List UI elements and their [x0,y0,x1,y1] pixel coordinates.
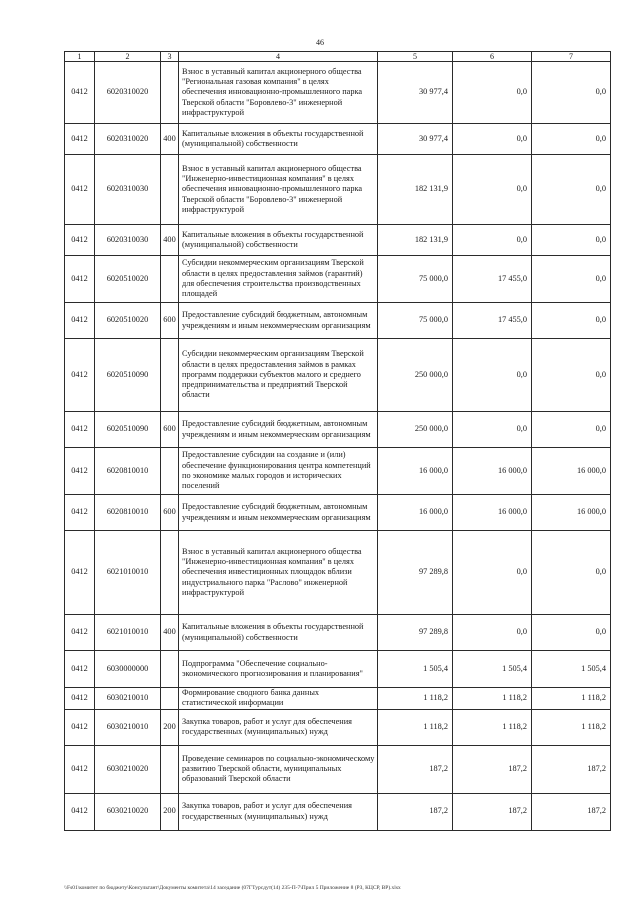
section-code-cell: 0412 [65,448,95,495]
amount-year-1-cell: 187,2 [378,793,453,830]
expense-type-cell: 600 [161,412,179,448]
section-code-cell: 0412 [65,793,95,830]
amount-year-1-cell: 182 131,9 [378,155,453,225]
header-cell: 2 [95,52,161,62]
amount-year-3-cell: 0,0 [532,303,611,339]
description-cell: Предоставление субсидий бюджетным, автономным учреждениям и иным некоммерческим организациям [179,303,378,339]
amount-year-1-cell: 97 289,8 [378,531,453,615]
table-row [65,225,611,256]
amount-year-2-cell: 1 505,4 [453,651,532,688]
amount-year-2-cell: 0,0 [453,412,532,448]
amount-year-2-cell: 187,2 [453,793,532,830]
amount-year-2-cell: 0,0 [453,225,532,256]
target-article-cell: 6030000000 [95,651,161,688]
amount-year-1-cell: 1 505,4 [378,651,453,688]
amount-year-3-cell: 0,0 [532,124,611,155]
header-cell: 3 [161,52,179,62]
expense-type-cell: 200 [161,793,179,830]
table-row [65,495,611,531]
target-article-cell: 6020810010 [95,495,161,531]
amount-year-3-cell: 1 118,2 [532,688,611,710]
target-article-cell: 6020510090 [95,339,161,412]
table-row [65,709,611,745]
amount-year-3-cell: 0,0 [532,412,611,448]
section-code-cell: 0412 [65,709,95,745]
amount-year-2-cell: 16 000,0 [453,495,532,531]
amount-year-2-cell: 1 118,2 [453,709,532,745]
expense-type-cell: 400 [161,124,179,155]
section-code-cell: 0412 [65,256,95,303]
amount-year-2-cell: 1 118,2 [453,688,532,710]
description-cell: Проведение семинаров по социально-экономическому развитию Тверской области, муниципальных образований Тверской области [179,745,378,793]
description-cell: Предоставление субсидий бюджетным, автономным учреждениям и иным некоммерческим организациям [179,412,378,448]
amount-year-1-cell: 182 131,9 [378,225,453,256]
expense-type-cell: 200 [161,709,179,745]
amount-year-3-cell: 0,0 [532,531,611,615]
table-row [65,62,611,124]
target-article-cell: 6020310030 [95,225,161,256]
expense-type-cell: 600 [161,303,179,339]
page-number: 46 [316,38,324,47]
section-code-cell: 0412 [65,124,95,155]
amount-year-1-cell: 250 000,0 [378,339,453,412]
section-code-cell: 0412 [65,615,95,651]
budget-table [64,51,611,831]
target-article-cell: 6020810010 [95,448,161,495]
amount-year-3-cell: 1 505,4 [532,651,611,688]
amount-year-3-cell: 16 000,0 [532,448,611,495]
section-code-cell: 0412 [65,62,95,124]
expense-type-cell: 400 [161,615,179,651]
table-row [65,124,611,155]
header-cell: 5 [378,52,453,62]
amount-year-2-cell: 0,0 [453,155,532,225]
expense-type-cell: 600 [161,495,179,531]
amount-year-2-cell: 16 000,0 [453,448,532,495]
section-code-cell: 0412 [65,688,95,710]
target-article-cell: 6020510020 [95,303,161,339]
table-row [65,256,611,303]
description-cell: Взнос в уставный капитал акционерного общества "Инженерно-инвестиционная компания" в целях обеспечения инвестиционных площадок вблизи индустриального парка "Раслово" инженерной инфраструктурой [179,531,378,615]
description-cell: Взнос в уставный капитал акционерного общества "Региональная газовая компания" в целях обеспечения инновационно-промышленного парка Тверской области "Боровлево-3" инженерной инфраструктурой [179,62,378,124]
target-article-cell: 6021010010 [95,615,161,651]
amount-year-3-cell: 0,0 [532,225,611,256]
amount-year-2-cell: 0,0 [453,339,532,412]
target-article-cell: 6020310020 [95,62,161,124]
table-row [65,531,611,615]
header-cell: 1 [65,52,95,62]
amount-year-1-cell: 1 118,2 [378,709,453,745]
description-cell: Капитальные вложения в объекты государственной (муниципальной) собственности [179,615,378,651]
description-cell: Подпрограмма "Обеспечение социально-экономического прогнозирования и планирования" [179,651,378,688]
amount-year-1-cell: 187,2 [378,745,453,793]
target-article-cell: 6030210020 [95,745,161,793]
table-header-row [65,52,611,62]
table-row [65,412,611,448]
description-cell: Формирование сводного банка данных статистической информации [179,688,378,710]
amount-year-1-cell: 250 000,0 [378,412,453,448]
expense-type-cell [161,531,179,615]
description-cell: Предоставление субсидии на создание и (или) обеспечение функционирования центра компетенций по экономике малых городов и исторических поселений [179,448,378,495]
target-article-cell: 6021010010 [95,531,161,615]
amount-year-3-cell: 0,0 [532,155,611,225]
expense-type-cell [161,651,179,688]
header-cell: 7 [532,52,611,62]
amount-year-3-cell: 187,2 [532,745,611,793]
table-row [65,745,611,793]
amount-year-2-cell: 187,2 [453,745,532,793]
section-code-cell: 0412 [65,531,95,615]
target-article-cell: 6020310030 [95,155,161,225]
amount-year-2-cell: 17 455,0 [453,256,532,303]
description-cell: Капитальные вложения в объекты государственной (муниципальной) собственности [179,225,378,256]
expense-type-cell [161,688,179,710]
description-cell: Субсидии некоммерческим организациям Тверской области в целях предоставления займов (гарантий) для обеспечения строительства производственных площадей [179,256,378,303]
description-cell: Закупка товаров, работ и услуг для обеспечения государственных (муниципальных) нужд [179,709,378,745]
table-row [65,688,611,710]
table-row [65,793,611,830]
expense-type-cell [161,62,179,124]
amount-year-2-cell: 17 455,0 [453,303,532,339]
amount-year-1-cell: 1 118,2 [378,688,453,710]
description-cell: Предоставление субсидий бюджетным, автономным учреждениям и иным некоммерческим организациям [179,495,378,531]
amount-year-1-cell: 30 977,4 [378,124,453,155]
header-cell: 6 [453,52,532,62]
section-code-cell: 0412 [65,303,95,339]
section-code-cell: 0412 [65,412,95,448]
amount-year-3-cell: 1 118,2 [532,709,611,745]
amount-year-3-cell: 16 000,0 [532,495,611,531]
file-path-footer: \\Fs01\комитет по бюджету\Консультант\Документы комитета\14 заседание (07ГТурсдут(14) 235-П-7\Прил 5 Приложение 8 (РЗ, КЦСР, ВР).xlsx [64,885,401,891]
description-cell: Капитальные вложения в объекты государственной (муниципальной) собственности [179,124,378,155]
table-row [65,155,611,225]
expense-type-cell [161,339,179,412]
target-article-cell: 6020310020 [95,124,161,155]
amount-year-1-cell: 97 289,8 [378,615,453,651]
section-code-cell: 0412 [65,495,95,531]
expense-type-cell [161,155,179,225]
amount-year-1-cell: 16 000,0 [378,448,453,495]
expense-type-cell [161,256,179,303]
header-cell: 4 [179,52,378,62]
expense-type-cell: 400 [161,225,179,256]
target-article-cell: 6030210010 [95,688,161,710]
description-cell: Взнос в уставный капитал акционерного общества "Инженерно-инвестиционная компания" в целях обеспечения инновационно-промышленного парка Тверской области "Боровлево-3" инженерной инфраструктурой [179,155,378,225]
amount-year-3-cell: 187,2 [532,793,611,830]
amount-year-1-cell: 30 977,4 [378,62,453,124]
description-cell: Закупка товаров, работ и услуг для обеспечения государственных (муниципальных) нужд [179,793,378,830]
section-code-cell: 0412 [65,651,95,688]
amount-year-3-cell: 0,0 [532,339,611,412]
amount-year-2-cell: 0,0 [453,615,532,651]
amount-year-3-cell: 0,0 [532,256,611,303]
table-row [65,303,611,339]
table-row [65,448,611,495]
expense-type-cell [161,448,179,495]
amount-year-2-cell: 0,0 [453,62,532,124]
amount-year-2-cell: 0,0 [453,531,532,615]
amount-year-1-cell: 16 000,0 [378,495,453,531]
target-article-cell: 6020510020 [95,256,161,303]
amount-year-2-cell: 0,0 [453,124,532,155]
amount-year-1-cell: 75 000,0 [378,256,453,303]
amount-year-3-cell: 0,0 [532,615,611,651]
section-code-cell: 0412 [65,155,95,225]
amount-year-1-cell: 75 000,0 [378,303,453,339]
section-code-cell: 0412 [65,339,95,412]
section-code-cell: 0412 [65,225,95,256]
expense-type-cell [161,745,179,793]
target-article-cell: 6020510090 [95,412,161,448]
table-row [65,651,611,688]
section-code-cell: 0412 [65,745,95,793]
table-row [65,615,611,651]
target-article-cell: 6030210020 [95,793,161,830]
table-row [65,339,611,412]
amount-year-3-cell: 0,0 [532,62,611,124]
description-cell: Субсидии некоммерческим организациям Тверской области в целях предоставления займов в рамках программ поддержки субъектов малого и среднего предпринимательства и предприятий Тверской области [179,339,378,412]
target-article-cell: 6030210010 [95,709,161,745]
